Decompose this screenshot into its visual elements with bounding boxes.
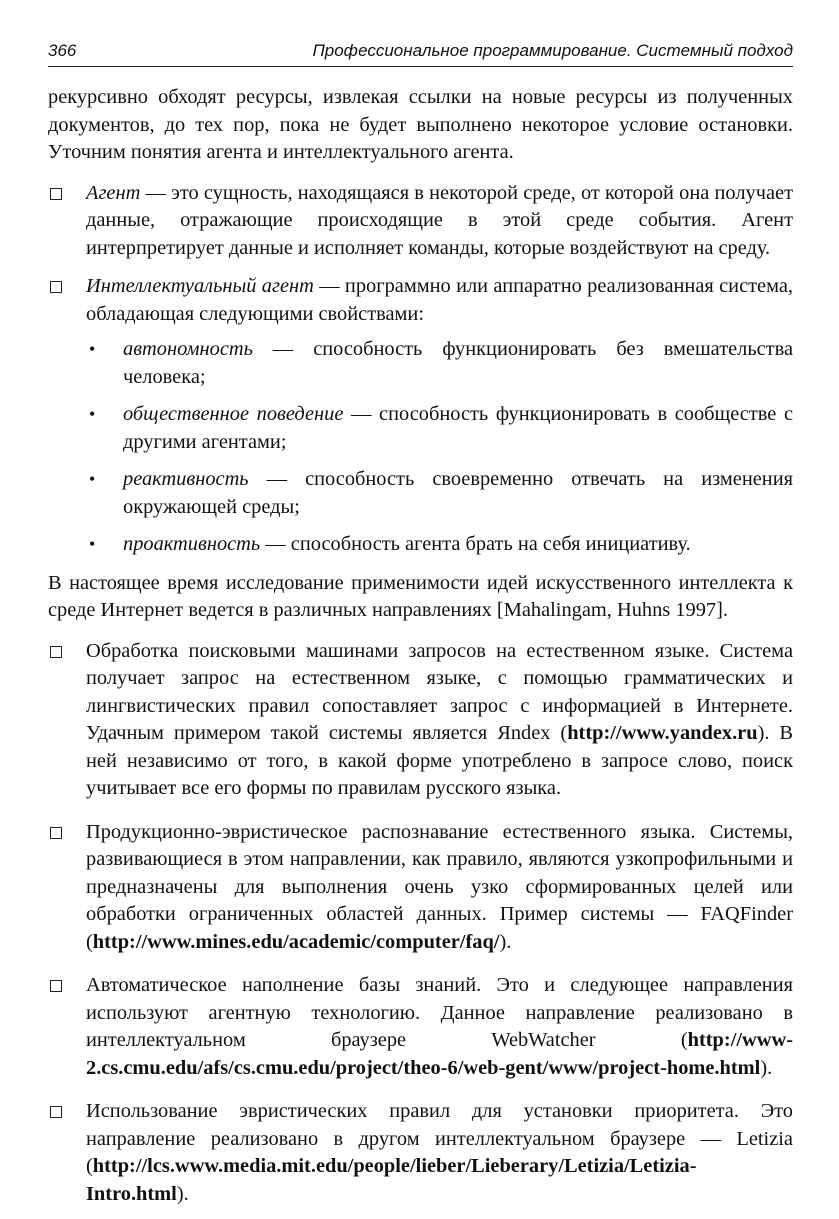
property-text: — способность функционировать без вмешательства человека; (123, 338, 793, 388)
term-agent: Агент (86, 181, 141, 204)
research-paragraph: В настоящее время исследование применимости идей искусственного интеллекта к среде Интернет ведется в различных направлениях [Mahalingam, Huhns 1997]. (48, 571, 793, 621)
bullet-dot-icon: • (89, 404, 96, 424)
list-item (86, 531, 793, 559)
page-number: 366 (48, 41, 77, 60)
running-header (48, 38, 793, 67)
direction-text: Обработка поисковыми машинами запросов на естественном языке. Система получает запрос на естественном языке, с помощью грамматических и лингвистических правил сопоставляет запрос с информацией в Интернете. Удачным примером такой системы является Яndex ( (86, 639, 793, 744)
definition-text: — это сущность, находящаяся в некоторой среде, от которой она получает данные, отражающие происходящие в этой среде события. Агент интерпретирует данные и исполняет команды, которые воздействуют на среду. (86, 181, 793, 259)
direction-text: Автоматическое наполнение базы знаний. Это и следующее направления используют агентную технологию. Данное направление реализовано в интеллектуальном браузере WebWatcher ( (86, 974, 793, 1051)
square-bullet-icon (50, 646, 62, 658)
direction-item (48, 819, 793, 957)
list-item (86, 336, 793, 391)
square-bullet-icon (50, 281, 62, 293)
property-term: автономность (123, 338, 253, 360)
intro-paragraph: рекурсивно обходят ресурсы, извлекая ссылки на новые ресурсы из полученных документов, до тех пор, пока не будет выполнено некоторое условие остановки. Уточним понятия агента и интеллектуального агента. (48, 86, 793, 163)
direction-item (48, 972, 793, 1082)
direction-text-end: ). (760, 1056, 773, 1079)
running-title: Профессиональное программирование. Системный подход (312, 41, 793, 60)
property-term: реактивность (123, 468, 249, 490)
bullet-dot-icon: • (89, 534, 96, 554)
property-text: — способность функционировать в сообществе с другими агентами; (123, 403, 793, 453)
properties-list (86, 336, 793, 559)
term-intelligent-agent: Интеллектуальный агент (86, 275, 314, 297)
square-bullet-icon (50, 188, 62, 200)
direction-text-end: ). (176, 1182, 189, 1205)
direction-text: Использование эвристических правил для установки приоритета. Это направление реализовано в другом интеллектуальном браузере — Letizia ( (86, 1100, 793, 1177)
url-link[interactable]: http://www.yandex.ru (567, 722, 758, 744)
definition-intelligent-agent (48, 273, 793, 559)
square-bullet-icon (50, 1106, 62, 1118)
definition-agent (48, 180, 793, 263)
direction-item (48, 638, 793, 803)
bullet-dot-icon: • (89, 469, 96, 489)
list-item (86, 401, 793, 456)
square-bullet-icon (50, 980, 62, 992)
definition-text: — программно или аппаратно реализованная система, обладающая следующими свойствами: (86, 275, 793, 325)
property-term: общественное поведение (123, 403, 344, 425)
page-body (48, 84, 793, 1219)
url-link[interactable]: http://www-2.cs.cmu.edu/afs/cs.cmu.edu/project/theo-6/web-gent/www/project-home.html (86, 1029, 793, 1079)
direction-text-end: ). В ней независимо от того, в какой форме употреблено в запросе слово, поиск учитывает все его формы по правилам русского языка. (86, 722, 793, 799)
list-item (86, 466, 793, 521)
square-bullet-icon (50, 827, 62, 839)
property-term: проактивность (123, 533, 261, 555)
url-link[interactable]: http://lcs.www.media.mit.edu/people/lieber/Lieberary/Letizia/Letizia-Intro.html (86, 1155, 697, 1205)
property-text: — способность агента брать на себя инициативу. (260, 533, 691, 555)
property-text: — способность своевременно отвечать на изменения окружающей среды; (123, 468, 793, 518)
direction-text: Продукционно-эвристическое распознавание естественного языка. Системы, развивающиеся в этом направлении, как правило, являются узкопрофильными и предназначены для выполнения очень узко сформированных целей или обработки ограниченных областей данных. Пример системы — FAQFinder ( (86, 820, 793, 953)
bullet-dot-icon: • (89, 339, 96, 359)
direction-item (48, 1098, 793, 1208)
direction-text-end: ). (499, 930, 512, 953)
url-link[interactable]: http://www.mines.edu/academic/computer/faq/ (92, 930, 500, 953)
